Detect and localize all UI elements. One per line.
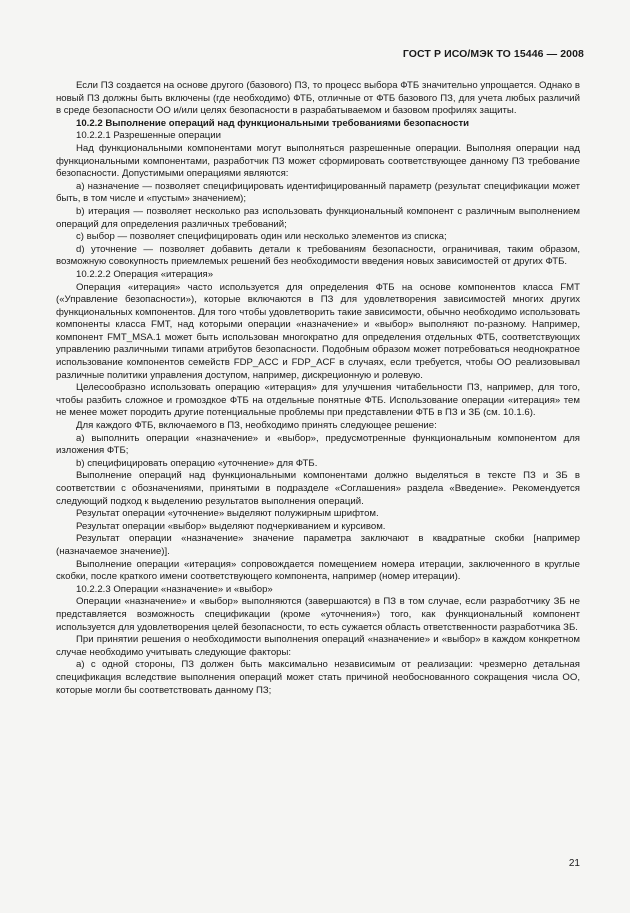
paragraph-selection-underline: Результат операции «выбор» выделяют подчеркиванием и курсивом. [76, 520, 386, 532]
subsection-heading-10-2-2-2: 10.2.2.2 Операция «итерация» [76, 268, 214, 280]
list-item-factor-a: а) с одной стороны, ПЗ должен быть максимально независимым от реализации: чрезмерно детальная спецификация вследствие выполнения операций может стать причиной необоснованного сокращения числа ОО, которые могли бы соответствовать данному ПЗ; [56, 659, 580, 696]
list-item-a2: a) выполнить операции «назначение» и «выбор», предусмотренные функциональным компонентом для изложения ФТБ; [56, 432, 580, 457]
section-heading-10-2-2: 10.2.2 Выполнение операций над функциональными требованиями безопасности [76, 117, 470, 129]
list-item-b2: b) специфицировать операцию «уточнение» для ФТБ. [76, 457, 318, 469]
subsection-heading-10-2-2-3: 10.2.2.3 Операции «назначение» и «выбор» [76, 583, 273, 595]
paragraph-factors: При принятии решения о необходимости выполнения операций «назначение» и «выбор» в каждом конкретном случае необходимо учитывать следующие факторы: [56, 634, 580, 658]
paragraph-iteration: Операция «итерация» часто используется для определения ФТБ на основе компонентов класса FMT («Управление безопасности»), которые включаются в ПЗ для удовлетворения зависимостей многих других функциональных компонентов. Для того чтобы удовлетворить такие зависимости, обычно необходимо использовать компоненты класса FMT, над которыми операции «назначение» и «выбор» выполняют по-разному. Например, компонент FMT_MSA.1 может быть использован многократно для определения отдельных ФТБ, соответствующих управлению различными типами атрибутов безопасности. Подобным образом может потребоваться неоднократное использование компонентов семейств FDP_ACC и FDP_ACF в случаях, если требуется, чтобы ОО реализовывал различные политики управления доступом, например, дискреционную и ролевую. [56, 281, 580, 381]
list-item-d: d) уточнение — позволяет добавить детали к требованиям безопасности, ограничивая, таким образом, возможную совокупность приемлемых решений без необходимости введения новых зависимостей от других ФТБ. [56, 243, 580, 268]
paragraph-assignment-brackets: Результат операции «назначение» значение параметра заключают в квадратные скобки [например (назначаемое значение)]. [56, 533, 580, 557]
list-item-c: c) выбор — позволяет специфицировать один или несколько элементов из списка; [76, 231, 447, 243]
paragraph-iteration-number: Выполнение операции «итерация» сопровождается помещением номера итерации, заключенного в круглые скобки, после краткого имени соответствующего компонента, например (номер итерации). [56, 558, 580, 583]
paragraph-decision: Для каждого ФТБ, включаемого в ПЗ, необходимо принять следующее решение: [76, 420, 437, 432]
page-number: 21 [568, 858, 580, 869]
subsection-heading-10-2-2-1: 10.2.2.1 Разрешенные операции [76, 130, 221, 142]
paragraph-permitted-ops: Над функциональными компонентами могут выполняться разрешенные операции. Выполняя операции над функциональными компонентами, разработчик ПЗ может сформировать соответствующее данному ПЗ требование безопасности. Допустимыми операциями являются: [56, 142, 580, 180]
paragraph-intro: Если ПЗ создается на основе другого (базового) ПЗ, то процесс выбора ФТБ значительно упрощается. Однако в новый ПЗ должны быть включены (где необходимо) ФТБ, отличные от ФТБ базового ПЗ, для учета любых различий в среде безопасности ОО и/или целях безопасности в разрабатываемом и базовом профилях защиты. [56, 80, 580, 117]
paragraph-highlighting: Выполнение операций над функциональными компонентами должно выделяться в тексте ПЗ и ЗБ в соответствии с обозначениями, принятыми в подразделе «Соглашения» раздела «Введение». Рекомендуется следующий подход к выделению результатов выполнения операций. [56, 470, 580, 507]
page-body [56, 80, 580, 697]
list-item-b: b) итерация — позволяет несколько раз использовать функциональный компонент с различным выполнением операций для определения различных требований; [56, 205, 580, 230]
paragraph-refinement-bold: Результат операции «уточнение» выделяют полужирным шрифтом. [76, 508, 379, 520]
paragraph-iteration-readability: Целесообразно использовать операцию «итерация» для улучшения читабельности ПЗ, например, для того, чтобы разбить сложное и громоздкое ФТБ на отдельные понятные ФТБ. Использование операции «итерация» тем не менее может породить другие потенциальные проблемы при представлении ФТБ в ПЗ и ЗБ (см. 10.1.6). [56, 382, 580, 419]
list-item-a: a) назначение — позволяет специфицировать идентифицированный параметр (результат спецификации может быть, в том числе и «пустым» значением); [56, 180, 580, 205]
standard-header: ГОСТ Р ИСО/МЭК ТО 15446 — 2008 [402, 48, 584, 60]
paragraph-assignment-selection: Операции «назначение» и «выбор» выполняются (завершаются) в ПЗ в том случае, если разработчику ЗБ не представляется возможность спецификации (кроме «уточнения») того, как функциональный компонент используется для удовлетворения целей безопасности, то есть сужается область ответственности разработчика ЗБ. [56, 596, 580, 633]
